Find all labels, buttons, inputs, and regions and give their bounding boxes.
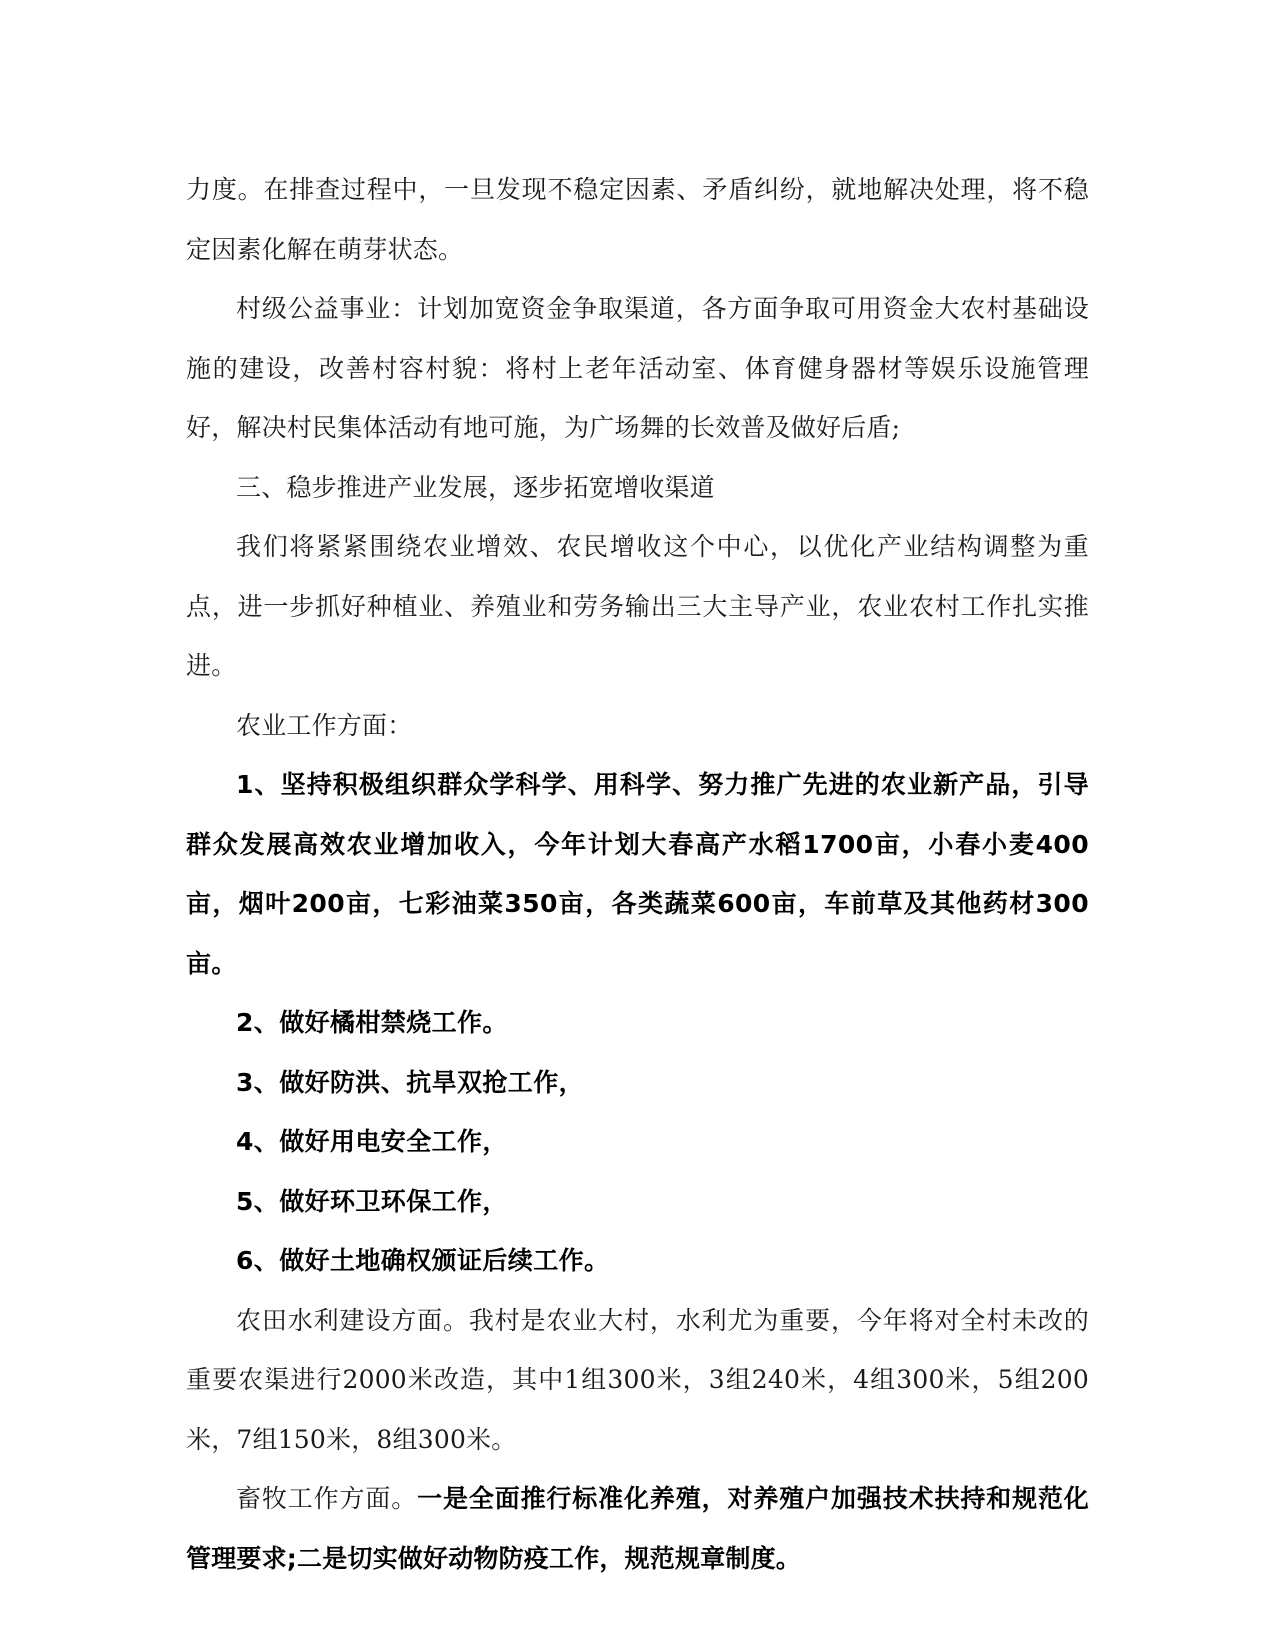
livestock-lead: 畜牧工作方面。 — [236, 1484, 418, 1513]
list-item-1: 1、坚持积极组织群众学科学、用科学、努力推广先进的农业新产品，引导群众发展高效农业增加收入，今年计划大春高产水稻1700亩，小春小麦400亩，烟叶200亩，七彩油菜350亩，各类蔬菜600亩，车前草及其他药材300亩。 — [186, 770, 1089, 978]
list-item-4: 4、做好用电安全工作， — [236, 1127, 508, 1156]
paragraph-irrigation: 农田水利建设方面。我村是农业大村，水利尤为重要，今年将对全村未改的重要农渠进行2000米改造，其中1组300米，3组240米，4组300米，5组200米，7组150米，8组300米。 — [186, 1305, 1089, 1454]
list-item-6: 6、做好土地确权颁证后续工作。 — [236, 1246, 610, 1275]
livestock-body: 一是全面推行标准化养殖，对养殖户加强技术扶持和规范化管理要求;二是切实做好动物防疫工作，规范规章制度。 — [186, 1484, 1090, 1573]
paragraph-stability-continued: 力度。在排查过程中，一旦发现不稳定因素、矛盾纠纷，就地解决处理，将不稳定因素化解在萌芽状态。 — [186, 175, 1089, 264]
paragraph-industry-intro: 我们将紧紧围绕农业增效、农民增收这个中心，以优化产业结构调整为重点，进一步抓好种植业、养殖业和劳务输出三大主导产业，农业农村工作扎实推进。 — [186, 532, 1089, 680]
section-heading-industry: 三、稳步推进产业发展，逐步拓宽增收渠道 — [236, 472, 715, 502]
document-body — [186, 160, 1089, 1588]
paragraph-livestock — [186, 1469, 1089, 1588]
list-item-5: 5、做好环卫环保工作， — [236, 1186, 508, 1216]
paragraph-agriculture-heading: 农业工作方面： — [236, 710, 413, 740]
list-item-2: 2、做好橘柑禁烧工作。 — [236, 1008, 508, 1037]
paragraph-public-welfare: 村级公益事业：计划加宽资金争取渠道，各方面争取可用资金大农村基础设施的建设，改善村容村貌：将村上老年活动室、体育健身器材等娱乐设施管理好，解决村民集体活动有地可施，为广场舞的长效普及做好后盾; — [186, 294, 1089, 442]
list-item-3: 3、做好防洪、抗旱双抢工作， — [236, 1067, 584, 1097]
